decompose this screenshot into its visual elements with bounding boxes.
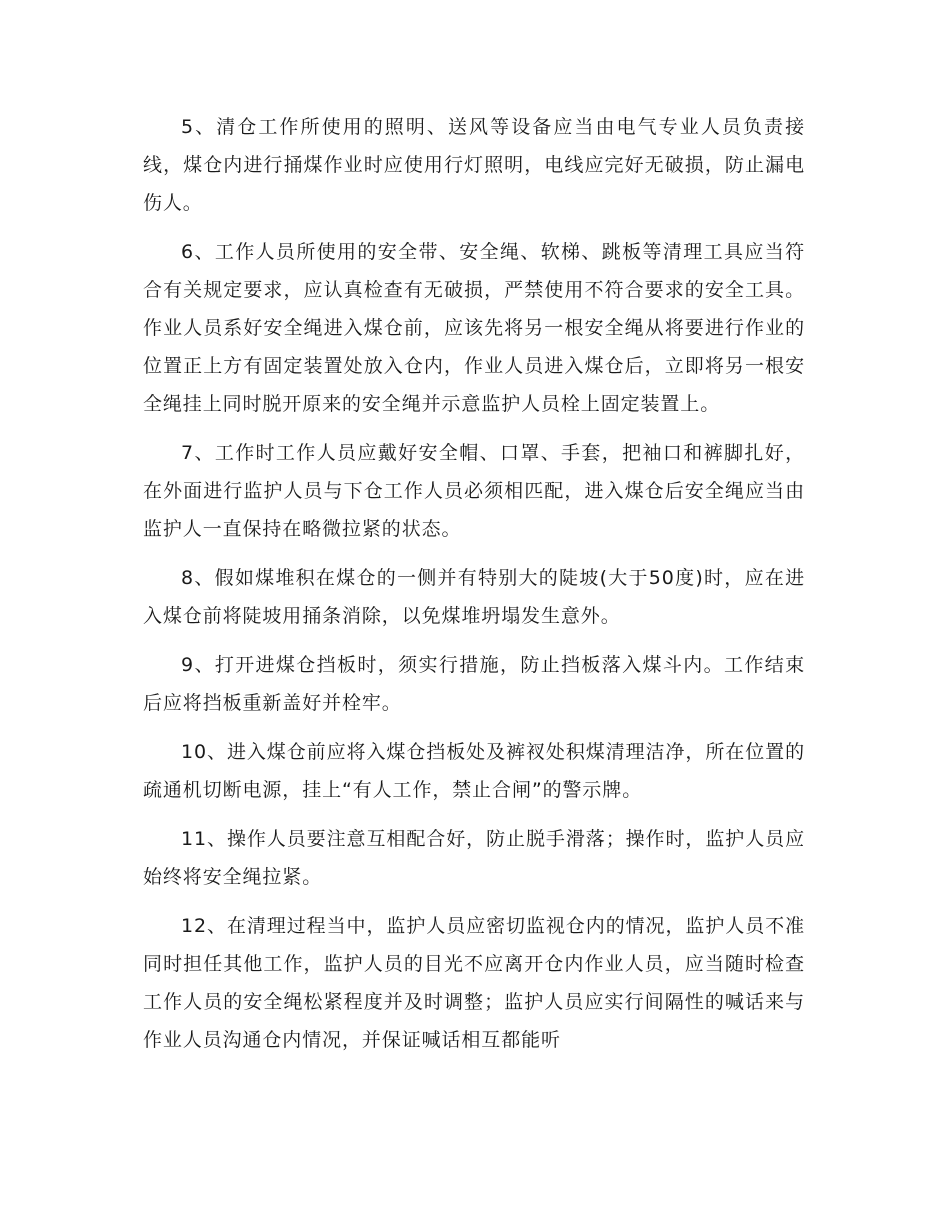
paragraph-item-8: 8、假如煤堆积在煤仓的一侧并有特别大的陡坡(大于50度)时，应在进入煤仓前将陡坡用捅条消除，以免煤堆坍塌发生意外。 [143, 567, 805, 627]
paragraph-item-5: 5、清仓工作所使用的照明、送风等设备应当由电气专业人员负责接线，煤仓内进行捅煤作业时应使用行灯照明，电线应完好无破损，防止漏电伤人。 [143, 116, 805, 214]
document-body [143, 108, 805, 1070]
paragraph-item-6: 6、工作人员所使用的安全带、安全绳、软梯、跳板等清理工具应当符合有关规定要求，应认真检查有无破损，严禁使用不符合要求的安全工具。作业人员系好安全绳进入煤仓前，应该先将另一根安全绳从将要进行作业的位置正上方有固定装置处放入仓内，作业人员进入煤仓后，立即将另一根安全绳挂上同时脱开原来的安全绳并示意监护人员栓上固定装置上。 [143, 241, 805, 415]
paragraph-item-11: 11、操作人员要注意互相配合好，防止脱手滑落；操作时，监护人员应始终将安全绳拉紧。 [143, 828, 805, 888]
paragraph-item-12: 12、在清理过程当中，监护人员应密切监视仓内的情况，监护人员不准同时担任其他工作，监护人员的目光不应离开仓内作业人员，应当随时检查工作人员的安全绳松紧程度并及时调整；监护人员应实行间隔性的喊话来与作业人员沟通仓内情况，并保证喊话相互都能听 [143, 915, 805, 1051]
paragraph-item-10: 10、进入煤仓前应将入煤仓挡板处及裤衩处积煤清理洁净，所在位置的疏通机切断电源，挂上“有人工作，禁止合闸”的警示牌。 [143, 741, 805, 801]
paragraph-item-7: 7、工作时工作人员应戴好安全帽、口罩、手套，把袖口和裤脚扎好，在外面进行监护人员与下仓工作人员必须相匹配，进入煤仓后安全绳应当由监护人一直保持在略微拉紧的状态。 [143, 442, 805, 540]
paragraph-item-9: 9、打开进煤仓挡板时，须实行措施，防止挡板落入煤斗内。工作结束后应将挡板重新盖好并栓牢。 [143, 654, 805, 714]
